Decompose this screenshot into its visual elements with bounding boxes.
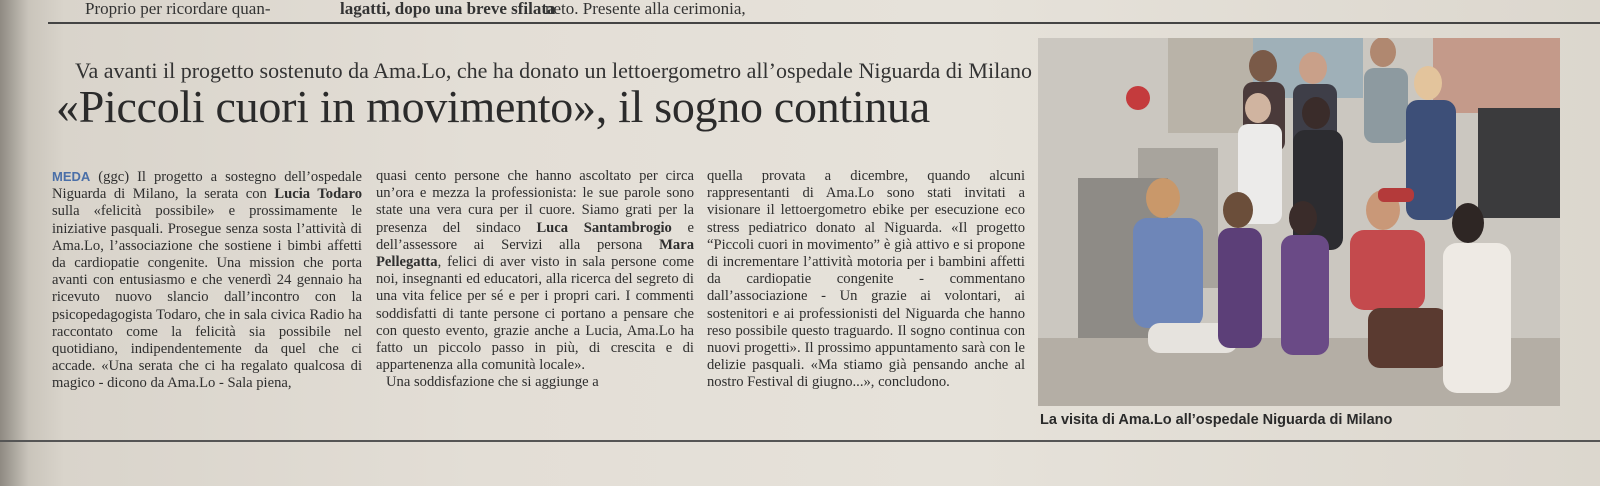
- article-column-1: MEDA (ggc) Il progetto a sostegno dell’ospedale Niguarda di Milano, la serata con Lucia Todaro sulla «felicità possibile» e prossimamente le iniziative pasquali. Prosegue senza sosta l’attività di Ama.Lo, l’associazione che sostiene i bimbi affetti da cardiopatie congenite. Una mission che porta avanti con entusiasmo e che venerdì 24 gennaio ha ricevuto nuovo slancio dall’incontro con la psicopedagogista Todaro, che in sala civica Radio ha raccontato come la felicità sia possibile nel quotidiano, indipendentemente da quel che ci accade. «Una serata che ci ha regalato qualcosa di magico - dicono da Ama.Lo - Sala piena,: [52, 169, 362, 392]
- article-column-2: quasi cento persone che hanno ascoltato per circa un’ora e mezza la professionista: le sue parole sono state una vera cura per il cuore. Siamo grati per la presenza del sindaco Luca Santambrogio e dell’assessore ai Servizi alla persona Mara Pellegatta, felici di aver visto in sala persone come noi, insegnanti ed educatori, alla ricerca del segreto di una vita felice per sé e per i propri cari. I commenti soddisfatti di tante persone ci portano a pensare che con questo evento, grazie anche a Lucia, Ama.Lo ha fatto un piccolo passo in più, di crescita e di appartenenza alla comunità locale». Una soddisfazione che si aggiunge a: [376, 168, 694, 391]
- strip-text-2: lagatti, dopo una breve sfilata: [340, 0, 556, 18]
- strip-text-1: Proprio per ricordare quan-: [85, 0, 271, 18]
- article-headline: «Piccoli cuori in movimento», il sogno continua: [56, 81, 930, 132]
- bottom-rule: [0, 440, 1600, 442]
- group-photo-illustration: [1038, 38, 1560, 406]
- strip-text-3: neto. Presente alla cerimonia,: [545, 0, 746, 18]
- page-fold-shadow: [0, 0, 28, 486]
- top-rule: [48, 22, 1600, 24]
- dateline: MEDA: [52, 169, 91, 184]
- article-column-3: quella provata a dicembre, quando alcuni rappresentanti di Ama.Lo sono stati invitati a visionare il lettoergometro ebike per esecuzione eco stress pediatrico donato al Niguarda. «Il progetto “Piccoli cuori in movimento” è già attivo e si propone di incrementare l’attività motoria per i bambini affetti da cardiopatie congenite - commentano dall’associazione - Un grazie ai volontari, ai sostenitori e ai professionisti del Niguarda che hanno reso possibile questo traguardo. Il sogno continua con nuovi progetti». Il prossimo appuntamento sarà con le delizie pasquali. «Ma stiamo già pensando anche al nostro Festival di giugno...», concludono.: [707, 168, 1025, 391]
- previous-article-strip: [60, 0, 1600, 22]
- group-photo: [1038, 38, 1560, 406]
- article-kicker: Va avanti il progetto sostenuto da Ama.Lo, che ha donato un lettoergometro all’ospedale Niguarda di Milano: [75, 58, 1032, 83]
- photo-caption: La visita di Ama.Lo all’ospedale Niguarda di Milano: [1040, 412, 1393, 428]
